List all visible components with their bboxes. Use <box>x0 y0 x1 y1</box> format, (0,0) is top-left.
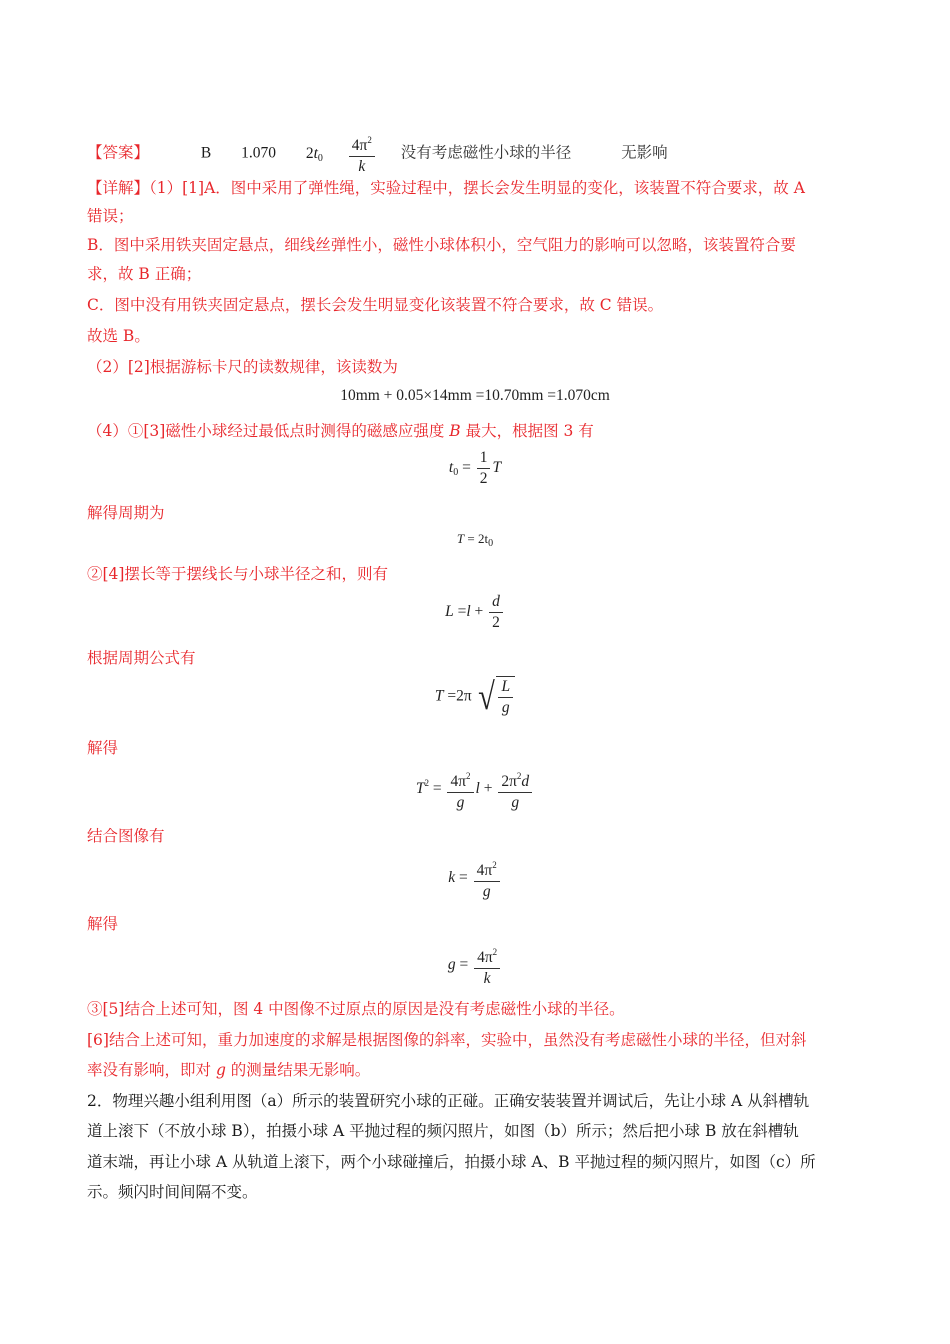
detail-line-11: 根据周期公式有 <box>87 649 196 667</box>
answer-3: $2t_0$ <box>305 144 323 164</box>
detail-line-16: [6]结合上述可知，重力加速度的求解是根据图像的斜率，实验中，虽然没有考虑磁性小球的半径，但对斜 <box>87 1031 807 1049</box>
detail-line-10: ②[4]摆长等于摆线长与小球半径之和，则有 <box>87 565 388 583</box>
detail-line-5: C．图中没有用铁夹固定悬点，摆长会发生明显变化该装置不符合要求，故 C 错误。 <box>87 296 664 314</box>
detail-line-12: 解得 <box>87 739 119 757</box>
equation-period-formula: T =2π √ $\frac{L}{g}$ <box>0 676 950 718</box>
answer-2: 1.070 <box>241 144 276 162</box>
answer-4-fraction: $\frac{4\pi^2}{k}$ <box>349 130 375 177</box>
answer-5: 没有考虑磁性小球的半径 <box>400 143 572 162</box>
detail-line-13: 结合图像有 <box>87 827 165 845</box>
detail-line-14: 解得 <box>87 915 119 933</box>
answer-line <box>87 130 668 177</box>
question2-line-1: 2．物理兴趣小组利用图（a）所示的装置研究小球的正碰。正确安装装置并调试后，先让小球 A 从斜槽轨 <box>87 1092 810 1110</box>
detail-line-9: 解得周期为 <box>87 504 165 522</box>
detail-line-4: 求，故 B 正确； <box>87 265 202 283</box>
detail-line-8: （4）①[3]磁性小球经过最低点时测得的磁感应强度 B 最大，根据图 3 有 <box>87 422 594 440</box>
equation-vernier-reading: 10mm + 0.05×14mm =10.70mm =1.070cm <box>340 387 610 404</box>
answer-1: B <box>200 144 212 162</box>
detail-line-17: 率没有影响，即对 g 的测量结果无影响。 <box>87 1061 371 1079</box>
question2-line-4: 示。频闪时间间隔不变。 <box>87 1183 258 1201</box>
detail-line-3: B．图中采用铁夹固定悬点，细线丝弹性小，磁性小球体积小，空气阻力的影响可以忽略，该装置符合要 <box>87 236 796 254</box>
answer-6: 无影响 <box>621 143 668 162</box>
equation-slope: k = $\frac{4\pi^2}{g}$ <box>0 855 950 902</box>
equation-gravity: g = $\frac{4\pi^2}{k}$ <box>0 942 950 989</box>
question2-line-2: 道上滚下（不放小球 B），拍摄小球 A 平抛过程的频闪照片，如图（b）所示；然后把小球 B 放在斜槽轨 <box>87 1122 799 1140</box>
equation-t-squared: $T^2$ = $\frac{4\pi^2}{g}$ l + $\frac{2\pi^2d}{g}$ <box>0 766 950 813</box>
question2-line-3: 道末端，再让小球 A 从轨道上滚下，两个小球碰撞后，拍摄小球 A、B 平抛过程的频闪照片，如图（c）所 <box>87 1153 816 1171</box>
equation-t0: $t_0$ = $\frac{1}{2}$ T <box>448 449 502 487</box>
equation-period: $T = 2t_0$ <box>456 531 494 549</box>
detail-line-2: 错误； <box>87 207 134 225</box>
equation-length: L =l + $\frac{d}{2}$ <box>0 592 950 633</box>
detail-line-15: ③[5]结合上述可知，图 4 中图像不过原点的原因是没有考虑磁性小球的半径。 <box>87 1000 625 1018</box>
answer-tag: 【答案】 <box>87 143 150 162</box>
detail-line-6: 故选 B。 <box>87 327 150 345</box>
detail-line-7: （2）[2]根据游标卡尺的读数规律，该读数为 <box>87 358 398 376</box>
detail-line-1: 【详解】（1）[1]A．图中采用了弹性绳，实验过程中，摆长会发生明显的变化，该装置不符合要求，故 A <box>87 179 805 197</box>
